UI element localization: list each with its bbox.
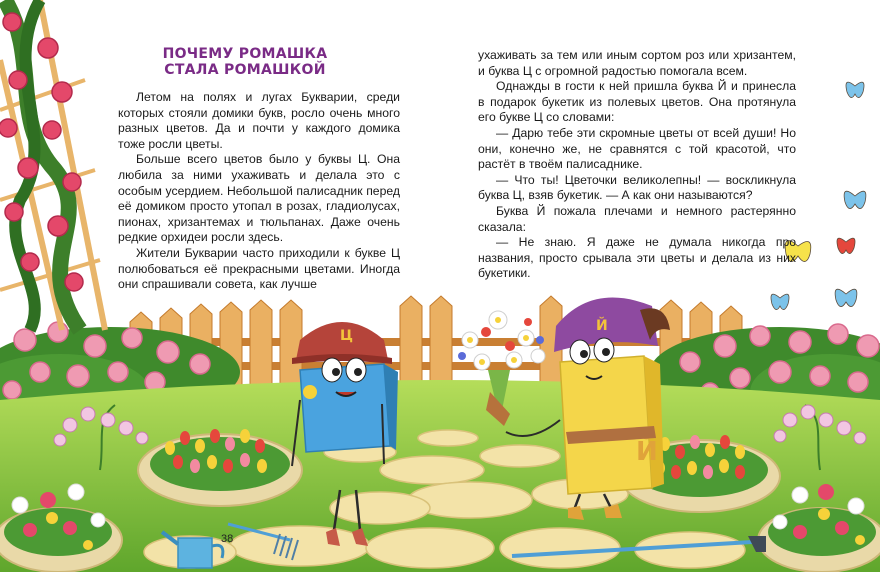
rose-trellis [0,0,105,330]
i-body-letter: Й [636,437,658,467]
story-title [140,46,350,78]
tse-hat-letter: Ц [340,328,353,344]
story-title-line2: СТАЛА РОМАШКОЙ [164,62,326,78]
right-paragraph: Однажды в гости к ней пришла буква Й и принесла в подарок букетик из полевых цветов. Она протянула его букве Ц со словами: [478,79,796,125]
page-number: 38 [221,533,234,545]
left-paragraph: Жители Букварии часто приходили к букве Ц полюбоваться её прекрасными цветами. Иногда они спрашивали совета, как лучше [118,245,400,292]
story-title-line1: ПОЧЕМУ РОМАШКА [162,46,328,62]
left-paragraph: Летом на полях и лугах Букварии, среди которых стояли домики букв, росло очень много разных цветов. Да и почти у каждого домика тоже росли цветы. [118,90,400,151]
right-paragraph: ухаживать за тем или иным сортом роз или хризантем, и буква Ц с огромной радостью помогала всем. [478,48,796,78]
right-page-text [478,48,796,282]
left-paragraph: Больше всего цветов было у буквы Ц. Она любила за ними ухаживать и делала это с особым усердием. Небольшой палисадник перед её домиком просто утопал в розах, гладиолусах, пионах, хризантемах и тюльпанах. Даже очень редкие орхидеи росли здесь. [118,152,400,245]
right-paragraph: Буква Й пожала плечами и немного растерянно сказала: [478,203,796,234]
right-paragraph: — Не знаю. Я даже не думала никогда про названия, просто срывала эти цветы и делала из них букетики. [478,235,796,281]
right-paragraph: — Дарю тебе эти скромные цветы от всей души! Но они, конечно же, не сравнятся с той красотой, что растёт в твоём палисаднике. [478,125,796,172]
chick-icon [303,385,317,399]
i-hat-letter: Й [596,318,608,334]
left-page-text [118,90,400,293]
right-paragraph: — Что ты! Цветочки великолепны! — воскликнула буква Ц, взяв букетик. — А как они называются? [478,172,796,203]
